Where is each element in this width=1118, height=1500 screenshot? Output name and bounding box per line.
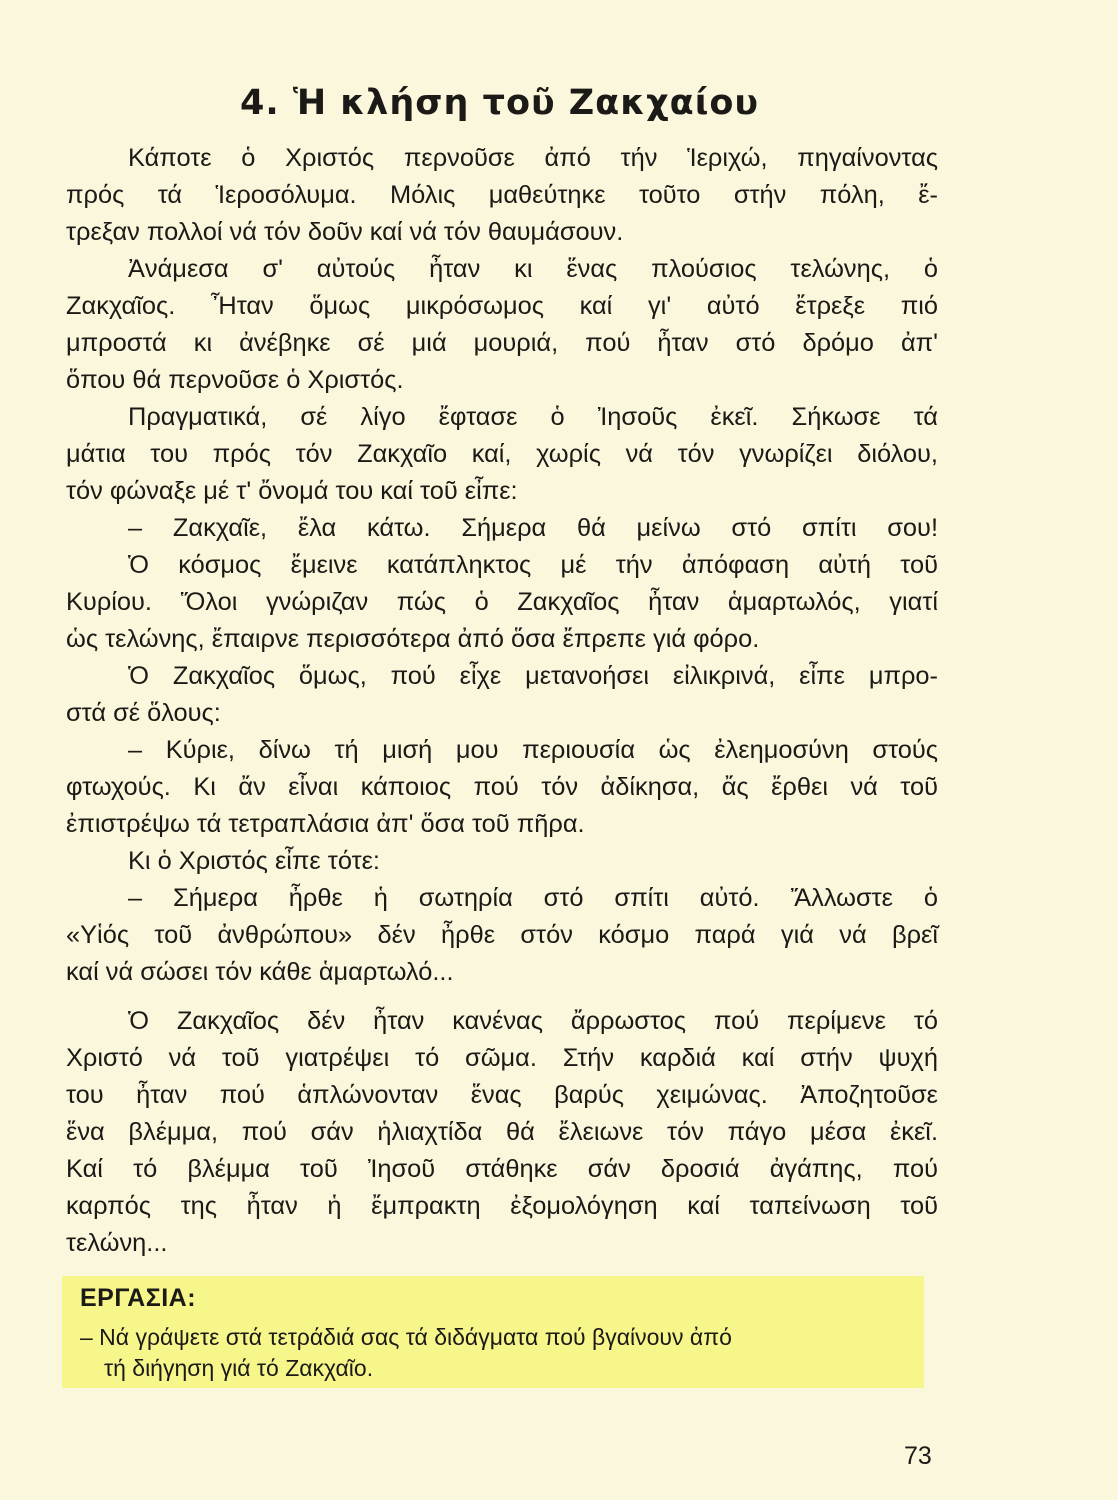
text-line: καί νά σώσει τόν κάθε ἁμαρτωλό... bbox=[66, 958, 454, 986]
text-line: Ζακχαῖος. Ἦταν ὅμως μικρόσωμος καί γι' αὐτό ἔτρεξε πιό bbox=[66, 292, 938, 320]
text-line: ἐπιστρέψω τά τετραπλάσια ἀπ' ὅσα τοῦ πῆρα. bbox=[66, 810, 585, 838]
dialogue-paragraph bbox=[66, 732, 938, 843]
text-line: μάτια του πρός τόν Ζακχαῖο καί, χωρίς νά τόν γνωρίζει διόλου, bbox=[66, 440, 938, 468]
text-line: Καί τό βλέμμα τοῦ Ἰησοῦ στάθηκε σάν δροσιά ἀγάπης, πού bbox=[66, 1155, 938, 1183]
chapter-body bbox=[66, 140, 938, 1262]
text-line: τελώνη... bbox=[66, 1229, 168, 1257]
paragraph-gap bbox=[66, 991, 938, 1003]
text-line: καρπός της ἦταν ἡ ἔμπρακτη ἐξομολόγηση καί ταπείνωση τοῦ bbox=[66, 1192, 938, 1220]
text-line: Κι ὁ Χριστός εἶπε τότε: bbox=[128, 847, 380, 875]
text-line: τόν φώναξε μέ τ' ὄνομά του καί τοῦ εἶπε: bbox=[66, 477, 518, 505]
text-line: – Κύριε, δίνω τή μισή μου περιουσία ὡς ἐλεημοσύνη στούς bbox=[128, 736, 938, 764]
text-line: φτωχούς. Κι ἄν εἶναι κάποιος πού τόν ἀδίκησα, ἄς ἔρθει νά τοῦ bbox=[66, 773, 938, 801]
page-number: 73 bbox=[904, 1442, 932, 1470]
paragraph bbox=[66, 843, 938, 880]
text-line: πρός τά Ἱεροσόλυμα. Μόλις μαθεύτηκε τοῦτο στήν πόλη, ἔ- bbox=[66, 181, 938, 209]
paragraph bbox=[66, 140, 938, 251]
paragraph bbox=[66, 251, 938, 399]
text-line: τρεξαν πολλοί νά τόν δοῦν καί νά τόν θαυμάσουν. bbox=[66, 218, 624, 246]
text-line: του ἦταν πού ἁπλώνονταν ἕνας βαρύς χειμώνας. Ἀποζητοῦσε bbox=[66, 1081, 938, 1109]
paragraph bbox=[66, 547, 938, 658]
text-line: «Υἱός τοῦ ἀνθρώπου» δέν ἦρθε στόν κόσμο παρά γιά νά βρεῖ bbox=[66, 921, 938, 949]
paragraph bbox=[66, 658, 938, 732]
text-line: Χριστό νά τοῦ γιατρέψει τό σῶμα. Στήν καρδιά καί στήν ψυχή bbox=[66, 1044, 938, 1072]
text-line: Ὁ κόσμος ἔμεινε κατάπληκτος μέ τήν ἀπόφαση αὐτή τοῦ bbox=[128, 551, 938, 579]
text-line: Πραγματικά, σέ λίγο ἔφτασε ὁ Ἰησοῦς ἐκεῖ. Σήκωσε τά bbox=[128, 403, 938, 431]
chapter-title: 4. Ἡ κλήση τοῦ Ζακχαίου bbox=[240, 83, 760, 123]
dialogue-line bbox=[66, 510, 938, 547]
text-line: Κάποτε ὁ Χριστός περνοῦσε ἀπό τήν Ἱεριχώ, πηγαίνοντας bbox=[128, 144, 938, 172]
dialogue-paragraph bbox=[66, 880, 938, 991]
text-line: Κυρίου. Ὅλοι γνώριζαν πώς ὁ Ζακχαῖος ἦταν ἁμαρτωλός, γιατί bbox=[66, 588, 938, 616]
text-line: Ἀνάμεσα σ' αὐτούς ἦταν κι ἕνας πλούσιος τελώνης, ὁ bbox=[128, 255, 938, 283]
text-line: μπροστά κι ἀνέβηκε σέ μιά μουριά, πού ἦταν στό δρόμο ἀπ' bbox=[66, 329, 938, 357]
text-line: ἕνα βλέμμα, πού σάν ἡλιαχτίδα θά ἔλειωνε τόν πάγο μέσα ἐκεῖ. bbox=[66, 1118, 938, 1146]
paragraph bbox=[66, 399, 938, 510]
text-line: στά σέ ὅλους: bbox=[66, 699, 221, 727]
text-line: – Ζακχαῖε, ἔλα κάτω. Σήμερα θά μείνω στό σπίτι σου! bbox=[128, 514, 938, 542]
task-box bbox=[62, 1276, 924, 1388]
text-line: Ὁ Ζακχαῖος δέν ἦταν κανένας ἄρρωστος πού περίμενε τό bbox=[128, 1007, 938, 1035]
task-text bbox=[80, 1322, 916, 1384]
text-line: Ὁ Ζακχαῖος ὅμως, πού εἶχε μετανοήσει εἰλικρινά, εἶπε μπρο- bbox=[128, 662, 938, 690]
task-line: – Νά γράψετε στά τετράδιά σας τά διδάγματα πού βγαίνουν ἀπό bbox=[80, 1324, 732, 1350]
text-line: – Σήμερα ἦρθε ἡ σωτηρία στό σπίτι αὐτό. Ἄλλωστε ὁ bbox=[128, 884, 938, 912]
task-title: ΕΡΓΑΣΙΑ: bbox=[80, 1284, 197, 1312]
paragraph bbox=[66, 1003, 938, 1262]
text-line: ὡς τελώνης, ἔπαιρνε περισσότερα ἀπό ὅσα ἔπρεπε γιά φόρο. bbox=[66, 625, 760, 653]
text-line: ὅπου θά περνοῦσε ὁ Χριστός. bbox=[66, 366, 404, 394]
task-line: τή διήγηση γιά τό Ζακχαῖο. bbox=[104, 1355, 374, 1381]
